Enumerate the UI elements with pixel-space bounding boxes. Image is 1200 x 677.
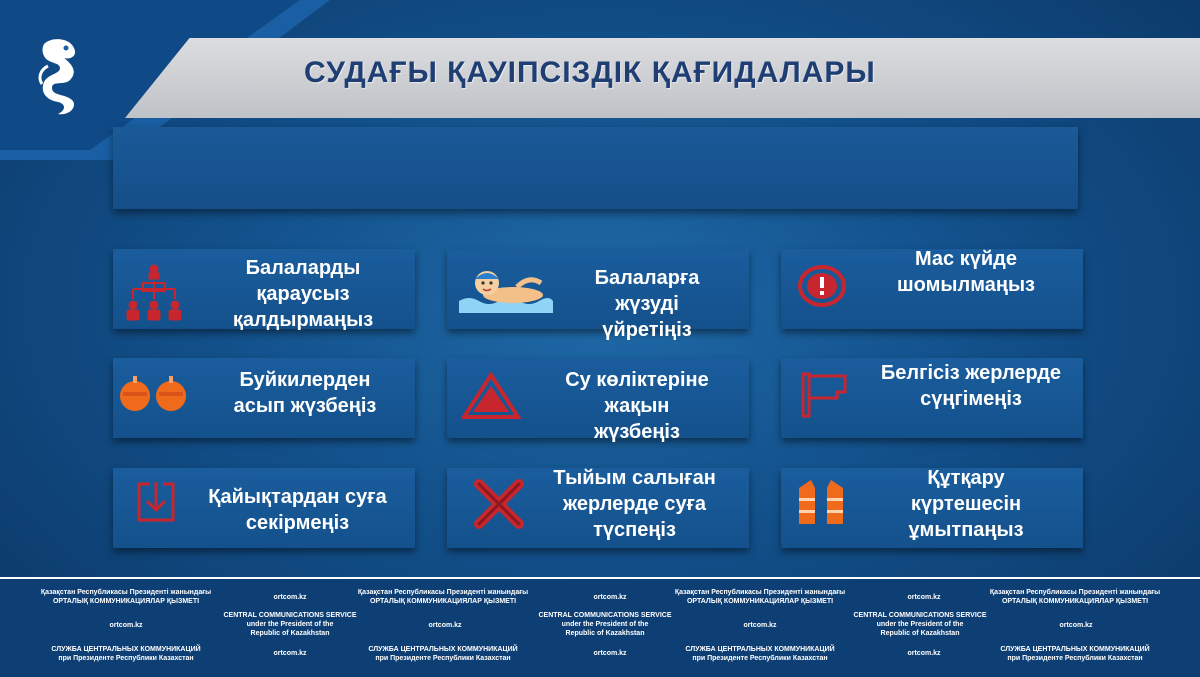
footer-site: ortcom.kz — [1059, 622, 1093, 629]
footer-kz: Қазақстан Республикасы Президенті жанындағы ОРТАЛЫҚ КОММУНИКАЦИЯЛАР ҚЫЗМЕТІ — [357, 589, 529, 605]
flag-icon — [801, 370, 849, 418]
footer-kz: Қазақстан Республикасы Президенті жанындағы ОРТАЛЫҚ КОММУНИКАЦИЯЛАР ҚЫЗМЕТІ — [40, 589, 212, 605]
rule-card-supervise-children — [113, 249, 415, 329]
footer-ru: СЛУЖБА ЦЕНТРАЛЬНЫХ КОММУНИКАЦИЙ при Президенте Республики Казахстан — [1000, 646, 1150, 662]
swimming-child-icon — [457, 261, 553, 317]
footer-site: ortcom.kz — [593, 594, 627, 601]
warning-circle-icon — [797, 263, 847, 309]
footer-kz: Қазақстан Республикасы Президенті жанындағы ОРТАЛЫҚ КОММУНИКАЦИЯЛАР ҚЫЗМЕТІ — [674, 589, 846, 605]
rule-card-teach-swimming — [447, 249, 749, 341]
rule-label: Қайықтардан суға секірмеңіз — [208, 486, 387, 534]
footer-site: ortcom.kz — [109, 622, 143, 629]
footer-ru: СЛУЖБА ЦЕНТРАЛЬНЫХ КОММУНИКАЦИЙ при Президенте Республики Казахстан — [685, 646, 835, 662]
rule-label: Балаларға жүзуді үйретіңіз — [594, 267, 700, 341]
rule-card-unknown-places — [781, 358, 1083, 438]
footer-site: ortcom.kz — [593, 650, 627, 657]
forbidden-cross-icon — [471, 476, 527, 532]
footer-site: ortcom.kz — [428, 622, 462, 629]
empty-panel — [113, 127, 1078, 209]
footer-site: ortcom.kz — [907, 650, 941, 657]
hierarchy-people-icon — [121, 263, 187, 323]
rule-label: Балаларды қараусыз қалдырмаңыз — [232, 257, 374, 331]
footer-site: ortcom.kz — [273, 594, 307, 601]
footer-en: CENTRAL COMMUNICATIONS SERVICE under the President of the Republic of Kazakhstan — [223, 612, 357, 637]
rule-card-no-drunk-swimming — [781, 249, 1083, 329]
rule-card-watercraft — [447, 358, 749, 443]
buoys-icon — [117, 372, 189, 416]
rule-label: Мас күйде шомылмаңыз — [897, 248, 1035, 296]
jump-down-icon — [135, 480, 177, 524]
footer-site: ortcom.kz — [273, 650, 307, 657]
rule-label: Буйкилерден асып жүзбеңіз — [233, 369, 377, 417]
footer-ru: СЛУЖБА ЦЕНТРАЛЬНЫХ КОММУНИКАЦИЙ при Президенте Республики Казахстан — [368, 646, 518, 662]
footer-ru: СЛУЖБА ЦЕНТРАЛЬНЫХ КОММУНИКАЦИЙ при Президенте Республики Казахстан — [51, 646, 201, 662]
rule-label: Су көліктеріне жақын жүзбеңіз — [565, 369, 709, 443]
footer-kz: Қазақстан Республикасы Президенті жанындағы ОРТАЛЫҚ КОММУНИКАЦИЯЛАР ҚЫЗМЕТІ — [989, 589, 1161, 605]
warning-triangle-icon — [461, 372, 521, 420]
rule-label: Белгісіз жерлерде сүңгімеңіз — [880, 362, 1062, 410]
rule-card-life-jacket — [781, 468, 1083, 548]
snow-leopard-emblem-icon — [30, 36, 86, 118]
footer-en: CENTRAL COMMUNICATIONS SERVICE under the President of the Republic of Kazakhstan — [853, 612, 987, 637]
page-title: СУДАҒЫ ҚАУІПСІЗДІК ҚАҒИДАЛАРЫ — [304, 56, 876, 89]
life-jacket-icon — [795, 478, 847, 526]
rule-label: Құтқару күртешесін ұмытпаңыз — [908, 467, 1024, 541]
rule-card-buoys — [113, 358, 415, 438]
footer-site: ortcom.kz — [743, 622, 777, 629]
footer-en: CENTRAL COMMUNICATIONS SERVICE under the President of the Republic of Kazakhstan — [538, 612, 672, 637]
footer-site: ortcom.kz — [907, 594, 941, 601]
rule-card-forbidden-places — [447, 468, 749, 548]
rule-card-no-boat-jumping — [113, 468, 415, 548]
footer — [0, 577, 1200, 677]
rule-label: Тыйым салыған жерлерде суға түспеңіз — [553, 467, 716, 541]
